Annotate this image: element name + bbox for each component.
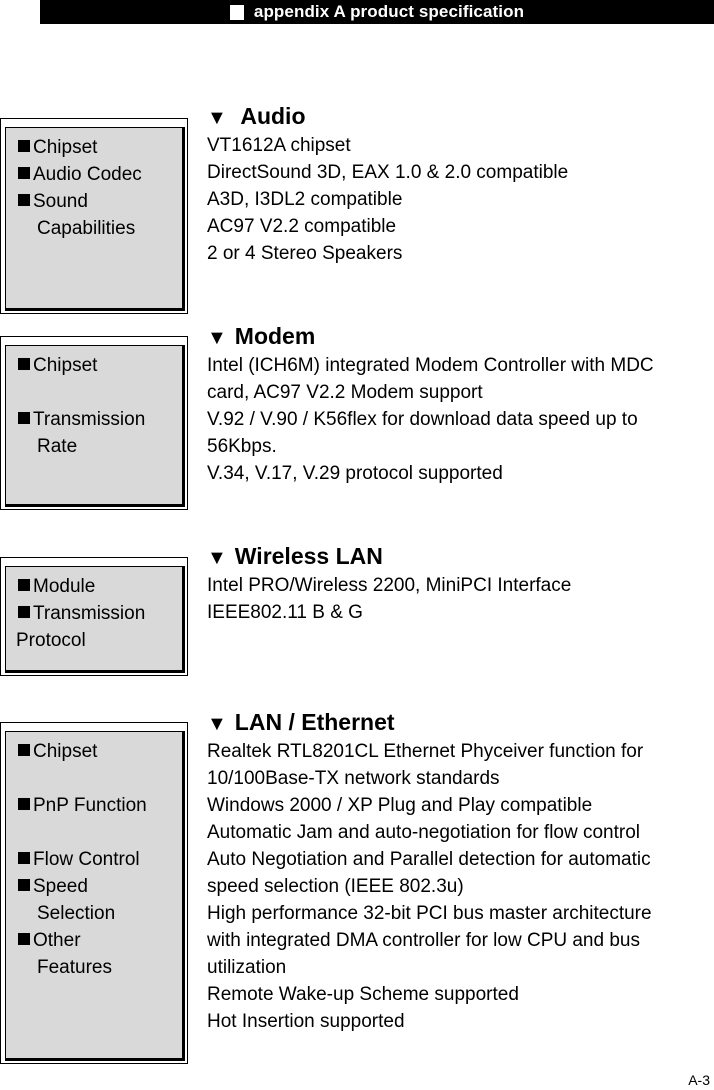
label-item: PnP Function <box>18 792 147 819</box>
modem-label-list <box>18 352 145 460</box>
audio-label-list <box>18 134 142 242</box>
square-bullet-icon <box>18 167 30 179</box>
spec-line: V.34, V.17, V.29 protocol supported <box>207 463 503 484</box>
lan-ethernet-label-box <box>0 722 188 1064</box>
audio-label-box <box>0 118 188 314</box>
spec-line: Intel (ICH6M) integrated Modem Controller with MDC <box>207 355 654 376</box>
section-title: ▼ Wireless LAN <box>207 543 383 569</box>
label-item: Speed <box>18 873 147 900</box>
square-bullet-icon <box>18 358 30 370</box>
label-item-continuation: Selection <box>37 903 116 924</box>
spec-line: Intel PRO/Wireless 2200, MiniPCI Interface <box>207 575 572 596</box>
modem-label-panel <box>5 345 185 507</box>
square-bullet-icon <box>18 852 30 864</box>
spec-line: AC97 V2.2 compatible <box>207 216 397 237</box>
square-bullet-icon <box>230 5 244 20</box>
triangle-down-icon: ▼ <box>207 547 227 569</box>
label-item: Transmission <box>18 406 145 433</box>
spec-line: DirectSound 3D, EAX 1.0 & 2.0 compatible <box>207 162 569 183</box>
square-bullet-icon <box>18 744 30 756</box>
audio-label-panel <box>5 127 185 311</box>
lan-ethernet-label-panel <box>5 731 185 1061</box>
label-item: Transmission <box>18 600 145 627</box>
label-item: Audio Codec <box>18 161 142 188</box>
lan-ethernet-section <box>207 708 652 1035</box>
spec-line: IEEE802.11 B & G <box>207 602 363 623</box>
spec-line: Auto Negotiation and Parallel detection for automatic <box>207 849 651 870</box>
square-bullet-icon <box>18 412 30 424</box>
spec-line: 10/100Base-TX network standards <box>207 768 500 789</box>
spec-line: speed selection (IEEE 802.3u) <box>207 876 464 897</box>
label-item-continuation: Protocol <box>16 630 86 651</box>
section-title: ▼ Audio <box>207 103 306 129</box>
wireless-lan-label-list <box>18 573 145 654</box>
triangle-down-icon: ▼ <box>207 713 227 735</box>
spec-line: Realtek RTL8201CL Ethernet Phyceiver function for <box>207 741 644 762</box>
square-bullet-icon <box>18 606 30 618</box>
header-bar <box>40 0 714 24</box>
section-title: ▼ Modem <box>207 323 316 349</box>
spec-line: Remote Wake-up Scheme supported <box>207 984 519 1005</box>
label-item: Other <box>18 927 147 954</box>
triangle-down-icon: ▼ <box>207 107 227 129</box>
label-item: Chipset <box>18 738 147 765</box>
header-title: appendix A product specification <box>253 2 525 21</box>
spec-line: Windows 2000 / XP Plug and Play compatible <box>207 795 593 816</box>
square-bullet-icon <box>18 879 30 891</box>
label-item-continuation: Rate <box>37 436 78 457</box>
wireless-lan-section <box>207 542 571 626</box>
label-item: Chipset <box>18 352 145 379</box>
label-item-continuation: Features <box>37 957 112 978</box>
spec-line: Hot Insertion supported <box>207 1011 405 1032</box>
square-bullet-icon <box>18 798 30 810</box>
label-item: Chipset <box>18 134 142 161</box>
square-bullet-icon <box>18 579 30 591</box>
spec-line: VT1612A chipset <box>207 135 351 156</box>
label-item-continuation: Capabilities <box>37 218 136 239</box>
spec-line: utilization <box>207 957 287 978</box>
label-item: Flow Control <box>18 846 147 873</box>
wireless-lan-label-box <box>0 557 188 676</box>
wireless-lan-label-panel <box>5 566 185 673</box>
spec-line: with integrated DMA controller for low CPU and bus <box>207 930 640 951</box>
spec-line: Automatic Jam and auto-negotiation for flow control <box>207 822 641 843</box>
spec-line: 2 or 4 Stereo Speakers <box>207 243 403 264</box>
triangle-down-icon: ▼ <box>207 327 227 349</box>
spec-line: V.92 / V.90 / K56flex for download data speed up to <box>207 409 638 430</box>
spec-line: 56Kbps. <box>207 436 277 457</box>
spec-line: A3D, I3DL2 compatible <box>207 189 403 210</box>
square-bullet-icon <box>18 933 30 945</box>
section-title: ▼ LAN / Ethernet <box>207 709 395 735</box>
lan-ethernet-label-list <box>18 738 147 981</box>
spec-line: High performance 32-bit PCI bus master architecture <box>207 903 652 924</box>
spec-line: card, AC97 V2.2 Modem support <box>207 382 483 403</box>
modem-label-box <box>0 336 188 510</box>
square-bullet-icon <box>18 194 30 206</box>
label-item: Sound <box>18 188 142 215</box>
modem-section <box>207 322 654 487</box>
page-number: A-3 <box>688 1072 710 1088</box>
audio-section <box>207 102 568 267</box>
label-item: Module <box>18 573 145 600</box>
square-bullet-icon <box>18 140 30 152</box>
